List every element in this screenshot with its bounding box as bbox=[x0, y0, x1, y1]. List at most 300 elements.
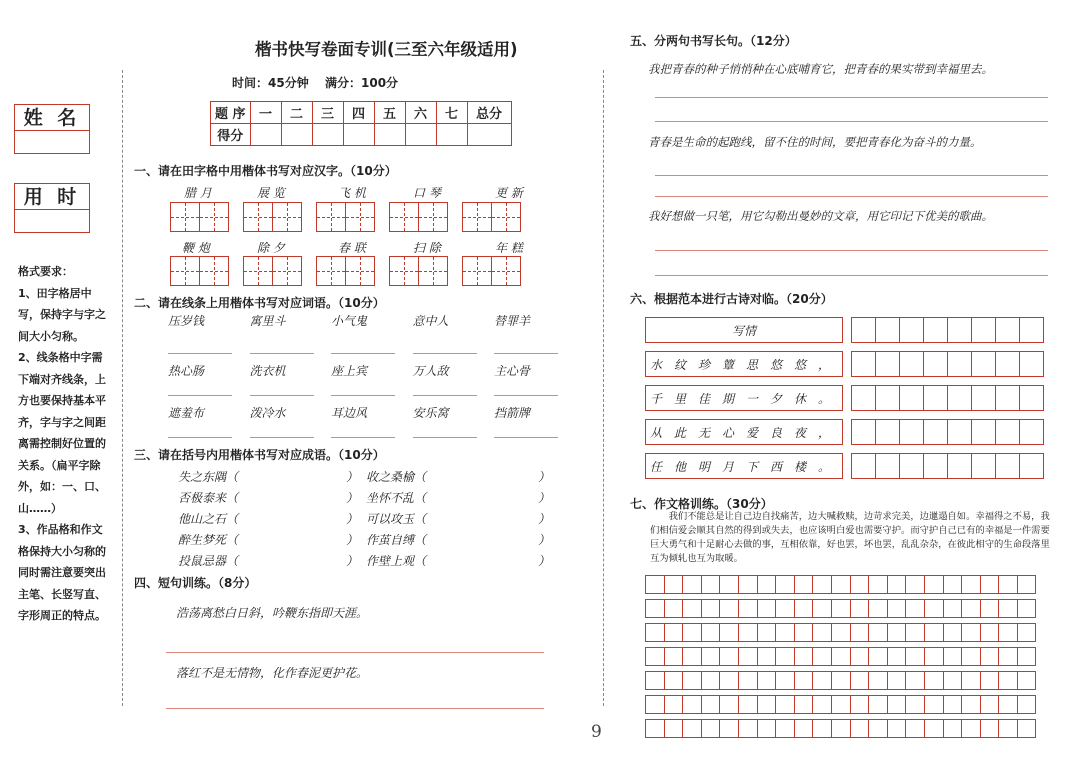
essay-cell[interactable] bbox=[719, 599, 739, 618]
essay-cell[interactable] bbox=[664, 671, 684, 690]
tian-cell[interactable] bbox=[418, 202, 448, 232]
essay-cell[interactable] bbox=[775, 719, 795, 738]
score-cell[interactable] bbox=[374, 124, 405, 146]
word-line: 遮羞布 bbox=[168, 404, 232, 438]
essay-cell[interactable] bbox=[998, 719, 1018, 738]
essay-cell[interactable] bbox=[794, 719, 814, 738]
essay-cell[interactable] bbox=[980, 623, 1000, 642]
essay-cell[interactable] bbox=[682, 671, 702, 690]
essay-cell[interactable] bbox=[850, 575, 870, 594]
essay-cell[interactable] bbox=[738, 671, 758, 690]
word-grid bbox=[168, 312, 558, 438]
score-cell[interactable] bbox=[436, 124, 467, 146]
essay-cell[interactable] bbox=[738, 575, 758, 594]
time-field[interactable] bbox=[15, 210, 89, 232]
essay-cell[interactable] bbox=[887, 719, 907, 738]
score-cell[interactable] bbox=[467, 124, 511, 146]
practice-cell[interactable] bbox=[1019, 385, 1044, 411]
essay-cell[interactable] bbox=[868, 575, 888, 594]
word-line: 小气鬼 bbox=[331, 312, 395, 354]
time-label: 用 时 bbox=[15, 184, 89, 210]
essay-cell[interactable] bbox=[645, 695, 665, 714]
essay-cell[interactable] bbox=[961, 575, 981, 594]
format-title: 格式要求： bbox=[18, 265, 73, 278]
essay-cell[interactable] bbox=[719, 719, 739, 738]
sec1-word: 除 夕 bbox=[257, 241, 285, 255]
essay-cell[interactable] bbox=[961, 671, 981, 690]
poem-line: 任他明月下西楼。 bbox=[645, 453, 843, 479]
essay-cell[interactable] bbox=[924, 599, 944, 618]
essay-cell[interactable] bbox=[812, 647, 832, 666]
essay-cell[interactable] bbox=[701, 695, 721, 714]
essay-cell[interactable] bbox=[850, 695, 870, 714]
rule-1: 1、田字格居中写，保持字与字之间大小匀称。 bbox=[18, 286, 106, 343]
score-header: 六 bbox=[405, 102, 436, 124]
essay-row bbox=[645, 671, 1035, 690]
essay-cell[interactable] bbox=[980, 599, 1000, 618]
essay-cell[interactable] bbox=[682, 575, 702, 594]
sec1-word: 扫 除 bbox=[413, 241, 441, 255]
essay-cell[interactable] bbox=[664, 647, 684, 666]
essay-cell[interactable] bbox=[980, 575, 1000, 594]
essay-cell[interactable] bbox=[812, 623, 832, 642]
essay-cell[interactable] bbox=[794, 623, 814, 642]
practice-cell[interactable] bbox=[851, 385, 876, 411]
essay-cell[interactable] bbox=[980, 671, 1000, 690]
essay-row bbox=[645, 599, 1035, 618]
sec1-heading: 一、请在田字格中用楷体书写对应汉字。（10分） bbox=[134, 164, 397, 178]
essay-cell[interactable] bbox=[943, 695, 963, 714]
essay-cell[interactable] bbox=[943, 599, 963, 618]
practice-cell[interactable] bbox=[971, 453, 996, 479]
writing-line[interactable] bbox=[655, 196, 1048, 197]
practice-cell[interactable] bbox=[947, 453, 972, 479]
practice-cell[interactable] bbox=[851, 419, 876, 445]
essay-cell[interactable] bbox=[738, 695, 758, 714]
essay-cell[interactable] bbox=[887, 671, 907, 690]
practice-cell[interactable] bbox=[995, 351, 1020, 377]
essay-cell[interactable] bbox=[1017, 719, 1037, 738]
essay-cell[interactable] bbox=[775, 671, 795, 690]
essay-cell[interactable] bbox=[701, 647, 721, 666]
sec4-heading: 四、短句训练。（8分） bbox=[134, 576, 257, 590]
essay-cell[interactable] bbox=[719, 695, 739, 714]
essay-cell[interactable] bbox=[682, 623, 702, 642]
close-paren: ） bbox=[345, 491, 358, 505]
tian-cell[interactable] bbox=[491, 256, 521, 286]
practice-cell[interactable] bbox=[1019, 351, 1044, 377]
essay-cell[interactable] bbox=[924, 719, 944, 738]
essay-cell[interactable] bbox=[943, 623, 963, 642]
practice-cell[interactable] bbox=[947, 317, 972, 343]
writing-line[interactable] bbox=[655, 250, 1048, 251]
tian-cell[interactable] bbox=[462, 256, 492, 286]
practice-cell[interactable] bbox=[947, 385, 972, 411]
essay-cell[interactable] bbox=[998, 599, 1018, 618]
short-sentence: 落红不是无情物，化作春泥更护花。 bbox=[176, 666, 369, 680]
writing-line[interactable] bbox=[166, 708, 544, 709]
essay-cell[interactable] bbox=[664, 623, 684, 642]
essay-cell[interactable] bbox=[775, 695, 795, 714]
essay-cell[interactable] bbox=[868, 695, 888, 714]
practice-cell[interactable] bbox=[1019, 419, 1044, 445]
essay-cell[interactable] bbox=[905, 647, 925, 666]
poem-practice-grid bbox=[851, 317, 1043, 478]
time-box bbox=[14, 183, 90, 233]
essay-cell[interactable] bbox=[831, 695, 851, 714]
essay-cell[interactable] bbox=[998, 647, 1018, 666]
practice-cell[interactable] bbox=[1019, 317, 1044, 343]
close-paren: ） bbox=[345, 512, 358, 526]
practice-cell[interactable] bbox=[851, 351, 876, 377]
practice-cell[interactable] bbox=[923, 351, 948, 377]
tian-cell[interactable] bbox=[462, 202, 492, 232]
essay-cell[interactable] bbox=[701, 623, 721, 642]
score-row-label: 得分 bbox=[211, 124, 251, 146]
tian-cell[interactable] bbox=[272, 202, 302, 232]
sec1-word: 春 联 bbox=[338, 241, 366, 255]
word-line: 万人敌 bbox=[413, 362, 477, 396]
essay-cell[interactable] bbox=[1017, 671, 1037, 690]
essay-cell[interactable] bbox=[980, 695, 1000, 714]
divider-left bbox=[122, 70, 123, 706]
score-cell[interactable] bbox=[312, 124, 343, 146]
essay-cell[interactable] bbox=[812, 575, 832, 594]
score-cell[interactable] bbox=[405, 124, 436, 146]
score-table bbox=[210, 101, 512, 146]
essay-cell[interactable] bbox=[831, 719, 851, 738]
poem-title: 写情 bbox=[645, 317, 843, 343]
essay-cell[interactable] bbox=[943, 671, 963, 690]
word-line: 主心骨 bbox=[494, 362, 558, 396]
sec2-heading: 二、请在线条上用楷体书写对应词语。（10分） bbox=[134, 296, 385, 310]
practice-cell[interactable] bbox=[875, 351, 900, 377]
sec1-word: 腊 月 bbox=[184, 186, 212, 200]
essay-cell[interactable] bbox=[812, 671, 832, 690]
name-label: 姓 名 bbox=[15, 105, 89, 131]
word-line: 安乐窝 bbox=[413, 404, 477, 438]
word-line: 热心肠 bbox=[168, 362, 232, 396]
essay-cell[interactable] bbox=[701, 719, 721, 738]
idiom-col-left bbox=[178, 467, 358, 572]
tian-cell[interactable] bbox=[170, 202, 200, 232]
essay-cell[interactable] bbox=[831, 623, 851, 642]
essay-cell[interactable] bbox=[924, 647, 944, 666]
essay-cell[interactable] bbox=[905, 695, 925, 714]
essay-cell[interactable] bbox=[924, 575, 944, 594]
essay-cell[interactable] bbox=[850, 647, 870, 666]
idiom-prompt: 作茧自缚（ bbox=[366, 533, 427, 547]
sec1-word: 鞭 炮 bbox=[182, 241, 210, 255]
essay-cell[interactable] bbox=[664, 695, 684, 714]
practice-cell[interactable] bbox=[995, 453, 1020, 479]
essay-row bbox=[645, 575, 1035, 594]
writing-line[interactable] bbox=[655, 121, 1048, 122]
essay-cell[interactable] bbox=[961, 647, 981, 666]
tian-cell[interactable] bbox=[345, 256, 375, 286]
essay-cell[interactable] bbox=[943, 647, 963, 666]
essay-cell[interactable] bbox=[757, 599, 777, 618]
essay-cell[interactable] bbox=[757, 719, 777, 738]
essay-cell[interactable] bbox=[645, 575, 665, 594]
essay-cell[interactable] bbox=[757, 695, 777, 714]
rule-2: 2、线条格中字需下端对齐线条，上方也要保持基本平齐，字与字之间距离需控制好位置的关系。（扁平字除外，如：一、口、山……） bbox=[18, 351, 106, 515]
word-line: 耳边风 bbox=[331, 404, 395, 438]
close-paren: ） bbox=[345, 470, 358, 484]
essay-cell[interactable] bbox=[701, 575, 721, 594]
essay-cell[interactable] bbox=[664, 599, 684, 618]
essay-cell[interactable] bbox=[775, 623, 795, 642]
practice-cell[interactable] bbox=[851, 453, 876, 479]
short-sentence: 浩荡离愁白日斜，吟鞭东指即天涯。 bbox=[176, 606, 369, 620]
score-header: 五 bbox=[374, 102, 405, 124]
tian-cell[interactable] bbox=[199, 202, 229, 232]
essay-cell[interactable] bbox=[794, 695, 814, 714]
essay-cell[interactable] bbox=[868, 647, 888, 666]
practice-cell[interactable] bbox=[899, 453, 924, 479]
practice-cell[interactable] bbox=[947, 419, 972, 445]
word-line: 替罪羊 bbox=[494, 312, 558, 354]
essay-cell[interactable] bbox=[719, 671, 739, 690]
essay-row bbox=[645, 623, 1035, 642]
essay-cell[interactable] bbox=[645, 647, 665, 666]
writing-line[interactable] bbox=[655, 97, 1048, 98]
practice-cell[interactable] bbox=[1019, 453, 1044, 479]
practice-cell[interactable] bbox=[971, 351, 996, 377]
essay-cell[interactable] bbox=[812, 599, 832, 618]
essay-cell[interactable] bbox=[701, 599, 721, 618]
essay-cell[interactable] bbox=[757, 623, 777, 642]
score-header: 二 bbox=[281, 102, 312, 124]
essay-cell[interactable] bbox=[719, 623, 739, 642]
essay-cell[interactable] bbox=[887, 599, 907, 618]
tian-cell[interactable] bbox=[491, 202, 521, 232]
idiom-prompt: 他山之石（ bbox=[178, 512, 239, 526]
essay-cell[interactable] bbox=[831, 647, 851, 666]
essay-cell[interactable] bbox=[980, 719, 1000, 738]
essay-cell[interactable] bbox=[719, 647, 739, 666]
essay-cell[interactable] bbox=[664, 719, 684, 738]
tian-cell[interactable] bbox=[243, 202, 273, 232]
tian-cell[interactable] bbox=[316, 202, 346, 232]
score-cell[interactable] bbox=[281, 124, 312, 146]
essay-cell[interactable] bbox=[961, 695, 981, 714]
essay-cell[interactable] bbox=[645, 671, 665, 690]
essay-cell[interactable] bbox=[757, 647, 777, 666]
essay-cell[interactable] bbox=[905, 719, 925, 738]
divider-middle bbox=[603, 70, 604, 706]
essay-cell[interactable] bbox=[738, 719, 758, 738]
practice-cell[interactable] bbox=[995, 385, 1020, 411]
essay-cell[interactable] bbox=[775, 647, 795, 666]
essay-cell[interactable] bbox=[682, 599, 702, 618]
essay-cell[interactable] bbox=[682, 719, 702, 738]
essay-cell[interactable] bbox=[868, 719, 888, 738]
writing-line[interactable] bbox=[166, 652, 544, 653]
tian-cell[interactable] bbox=[316, 256, 346, 286]
practice-cell[interactable] bbox=[875, 385, 900, 411]
essay-cell[interactable] bbox=[775, 575, 795, 594]
score-info: 满分：100分 bbox=[325, 76, 399, 90]
idiom-prompt: 醉生梦死（ bbox=[178, 533, 239, 547]
essay-cell[interactable] bbox=[701, 671, 721, 690]
essay-cell[interactable] bbox=[961, 719, 981, 738]
essay-cell[interactable] bbox=[1017, 599, 1037, 618]
idiom-prompt: 可以攻玉（ bbox=[366, 512, 427, 526]
essay-cell[interactable] bbox=[943, 719, 963, 738]
practice-cell[interactable] bbox=[923, 419, 948, 445]
essay-cell[interactable] bbox=[738, 623, 758, 642]
essay-cell[interactable] bbox=[998, 575, 1018, 594]
close-paren: ） bbox=[345, 533, 358, 547]
essay-cell[interactable] bbox=[887, 695, 907, 714]
essay-cell[interactable] bbox=[924, 623, 944, 642]
close-paren: ） bbox=[345, 554, 358, 568]
practice-cell[interactable] bbox=[899, 419, 924, 445]
score-cell[interactable] bbox=[343, 124, 374, 146]
essay-cell[interactable] bbox=[850, 719, 870, 738]
essay-cell[interactable] bbox=[887, 623, 907, 642]
long-sentence: 我把青春的种子悄悄种在心底哺育它，把青春的果实带到幸福里去。 bbox=[648, 62, 993, 76]
practice-cell[interactable] bbox=[875, 419, 900, 445]
essay-cell[interactable] bbox=[943, 575, 963, 594]
essay-cell[interactable] bbox=[775, 599, 795, 618]
essay-cell[interactable] bbox=[905, 623, 925, 642]
essay-row bbox=[645, 695, 1035, 714]
essay-row bbox=[645, 719, 1035, 738]
essay-cell[interactable] bbox=[924, 671, 944, 690]
score-header: 四 bbox=[343, 102, 374, 124]
sec3-heading: 三、请在括号内用楷体书写对应成语。（10分） bbox=[134, 448, 385, 462]
score-header: 七 bbox=[436, 102, 467, 124]
practice-cell[interactable] bbox=[899, 385, 924, 411]
essay-cell[interactable] bbox=[831, 575, 851, 594]
practice-cell[interactable] bbox=[899, 317, 924, 343]
practice-cell[interactable] bbox=[947, 351, 972, 377]
essay-row bbox=[645, 647, 1035, 666]
essay-cell[interactable] bbox=[794, 647, 814, 666]
essay-cell[interactable] bbox=[850, 671, 870, 690]
essay-cell[interactable] bbox=[868, 623, 888, 642]
essay-cell[interactable] bbox=[794, 671, 814, 690]
sec1-word: 更 新 bbox=[495, 186, 523, 200]
essay-cell[interactable] bbox=[645, 719, 665, 738]
idiom-prompt: 投鼠忌器（ bbox=[178, 554, 239, 568]
essay-cell[interactable] bbox=[664, 575, 684, 594]
essay-cell[interactable] bbox=[961, 623, 981, 642]
essay-cell[interactable] bbox=[794, 599, 814, 618]
tian-cell[interactable] bbox=[170, 256, 200, 286]
essay-cell[interactable] bbox=[905, 671, 925, 690]
tian-cell[interactable] bbox=[418, 256, 448, 286]
essay-cell[interactable] bbox=[887, 647, 907, 666]
practice-cell[interactable] bbox=[995, 419, 1020, 445]
essay-cell[interactable] bbox=[850, 599, 870, 618]
sec1-word: 口 琴 bbox=[413, 186, 441, 200]
essay-cell[interactable] bbox=[961, 599, 981, 618]
close-paren: ） bbox=[537, 533, 550, 547]
essay-cell[interactable] bbox=[1017, 695, 1037, 714]
writing-line[interactable] bbox=[655, 275, 1048, 276]
essay-cell[interactable] bbox=[682, 647, 702, 666]
name-box bbox=[14, 104, 90, 154]
practice-cell[interactable] bbox=[875, 453, 900, 479]
time-info: 时间：45分钟 bbox=[232, 76, 309, 90]
essay-grid bbox=[645, 575, 1035, 743]
score-cell[interactable] bbox=[250, 124, 281, 146]
essay-cell[interactable] bbox=[812, 695, 832, 714]
essay-cell[interactable] bbox=[812, 719, 832, 738]
practice-cell[interactable] bbox=[923, 385, 948, 411]
word-line: 挡箭牌 bbox=[494, 404, 558, 438]
essay-cell[interactable] bbox=[719, 575, 739, 594]
essay-cell[interactable] bbox=[831, 599, 851, 618]
tian-cell[interactable] bbox=[243, 256, 273, 286]
essay-cell[interactable] bbox=[868, 671, 888, 690]
name-field[interactable] bbox=[15, 131, 89, 153]
essay-cell[interactable] bbox=[887, 575, 907, 594]
essay-cell[interactable] bbox=[1017, 575, 1037, 594]
tian-cell[interactable] bbox=[199, 256, 229, 286]
essay-cell[interactable] bbox=[998, 623, 1018, 642]
essay-cell[interactable] bbox=[850, 623, 870, 642]
essay-cell[interactable] bbox=[924, 695, 944, 714]
page-number: 9 bbox=[591, 722, 602, 742]
practice-cell[interactable] bbox=[971, 317, 996, 343]
essay-cell[interactable] bbox=[645, 599, 665, 618]
poem-line: 千里佳期一夕休。 bbox=[645, 385, 843, 411]
practice-cell[interactable] bbox=[851, 317, 876, 343]
score-header: 总分 bbox=[467, 102, 511, 124]
essay-cell[interactable] bbox=[905, 575, 925, 594]
essay-cell[interactable] bbox=[645, 623, 665, 642]
sec7-heading: 七、作文格训练。（30分） bbox=[630, 497, 773, 511]
sec5-heading: 五、分两句书写长句。（12分） bbox=[630, 34, 797, 48]
idiom-col-right bbox=[366, 467, 550, 572]
essay-cell[interactable] bbox=[757, 575, 777, 594]
practice-cell[interactable] bbox=[995, 317, 1020, 343]
practice-cell[interactable] bbox=[971, 385, 996, 411]
essay-cell[interactable] bbox=[998, 671, 1018, 690]
tian-cell[interactable] bbox=[389, 256, 419, 286]
practice-cell[interactable] bbox=[899, 351, 924, 377]
practice-cell[interactable] bbox=[971, 419, 996, 445]
essay-cell[interactable] bbox=[980, 647, 1000, 666]
essay-cell[interactable] bbox=[1017, 647, 1037, 666]
essay-cell[interactable] bbox=[905, 599, 925, 618]
writing-line[interactable] bbox=[655, 175, 1048, 176]
practice-cell[interactable] bbox=[875, 317, 900, 343]
essay-cell[interactable] bbox=[738, 647, 758, 666]
essay-cell[interactable] bbox=[738, 599, 758, 618]
essay-cell[interactable] bbox=[682, 695, 702, 714]
tian-row-1 bbox=[170, 202, 570, 236]
essay-cell[interactable] bbox=[794, 575, 814, 594]
practice-cell[interactable] bbox=[923, 317, 948, 343]
tian-cell[interactable] bbox=[389, 202, 419, 232]
practice-cell[interactable] bbox=[923, 453, 948, 479]
essay-cell[interactable] bbox=[868, 599, 888, 618]
tian-cell[interactable] bbox=[345, 202, 375, 232]
essay-cell[interactable] bbox=[831, 671, 851, 690]
essay-cell[interactable] bbox=[1017, 623, 1037, 642]
idiom-prompt: 否极泰来（ bbox=[178, 491, 239, 505]
close-paren: ） bbox=[537, 491, 550, 505]
tian-cell[interactable] bbox=[272, 256, 302, 286]
word-line: 意中人 bbox=[413, 312, 477, 354]
essay-cell[interactable] bbox=[757, 671, 777, 690]
essay-cell[interactable] bbox=[998, 695, 1018, 714]
